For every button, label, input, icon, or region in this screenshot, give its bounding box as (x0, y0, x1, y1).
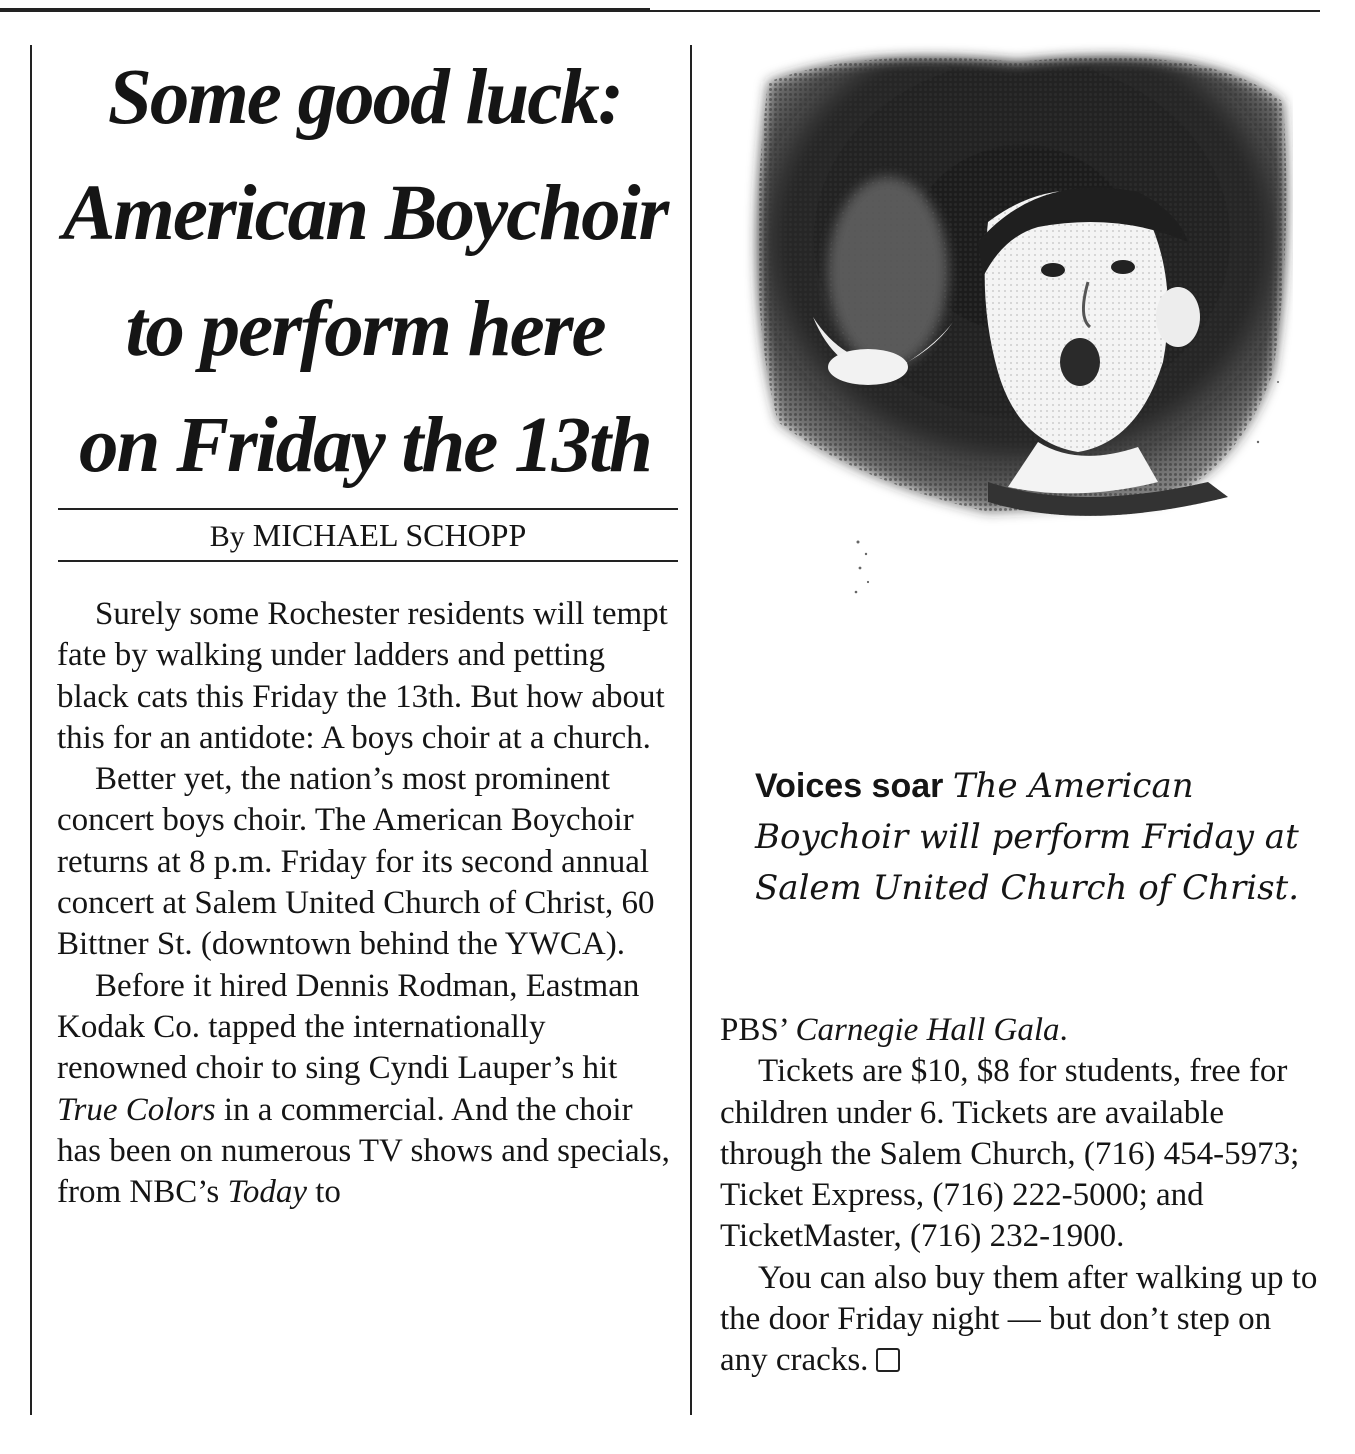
paragraph-0-text-a: PBS’ (720, 1012, 788, 1048)
show-title: Today (227, 1174, 307, 1211)
paragraph (720, 1258, 1320, 1382)
paragraph-1-text: Tickets are $10, $8 for students, free for children under 6. Tickets are available through the Salem Church, (716) 454-5973; Ticket Express, (716) 222-5000; and TicketMaster, (716) 232-1900. (720, 1053, 1300, 1255)
byline-by: By (209, 520, 245, 553)
paragraph-2-text: You can also buy them after walking up to the door Friday night — but don’t step on any cracks. (720, 1259, 1318, 1379)
paragraph-3-text-c: to (315, 1174, 341, 1211)
headline-line-4: on Friday the 13th (79, 402, 651, 489)
caption-text: The American Boychoir will perform Friday at Salem United Church of Christ. (755, 766, 1300, 908)
caption-lead: Voices soar (755, 767, 944, 805)
paragraph (720, 1051, 1320, 1257)
headline-line-2: American Boychoir (62, 170, 668, 257)
paragraph-3-text-b: in a commercial. And the choir has been on numerous TV shows and specials, from NBC’s (57, 1091, 670, 1211)
end-mark-icon (876, 1348, 900, 1372)
column-divider (690, 45, 692, 1415)
left-column-border (30, 45, 32, 1415)
paragraph (720, 1010, 1320, 1051)
paragraph-1-text: Surely some Rochester residents will tempt fate by walking under ladders and petting black cats this Friday the 13th. But how about this for an antidote: A boys choir at a church. (57, 596, 668, 756)
headline (45, 40, 685, 504)
article-body-right (720, 1010, 1320, 1382)
show-title: Carnegie Hall Gala (795, 1012, 1060, 1048)
paragraph-2-text: Better yet, the nation’s most prominent concert boys choir. The American Boychoir returns at 8 p.m. Friday for its second annual concert at Salem United Church of Christ, 60 Bittner St. (downtown behind the YWCA). (57, 761, 655, 963)
byline-rule-bottom (58, 560, 678, 562)
choir-boy-photo (738, 42, 1293, 602)
paragraph (57, 966, 677, 1214)
paragraph-3-text-a: Before it hired Dennis Rodman, Eastman Kodak Co. tapped the internationally renowned choir to sing Cyndi Lauper’s hit (57, 967, 640, 1087)
headline-line-3: to perform here (125, 286, 605, 373)
choir-boy-photo-svg (738, 42, 1293, 602)
song-title: True Colors (57, 1091, 216, 1128)
paragraph-0-text-b: . (1059, 1012, 1068, 1048)
paragraph (57, 594, 677, 759)
photo-caption (755, 760, 1315, 913)
top-rule-thick (0, 8, 650, 11)
article-body-left (57, 594, 677, 1213)
byline-author: MICHAEL SCHOPP (252, 517, 527, 553)
byline (58, 510, 678, 560)
paragraph (57, 759, 677, 965)
headline-line-1: Some good luck: (107, 54, 623, 141)
